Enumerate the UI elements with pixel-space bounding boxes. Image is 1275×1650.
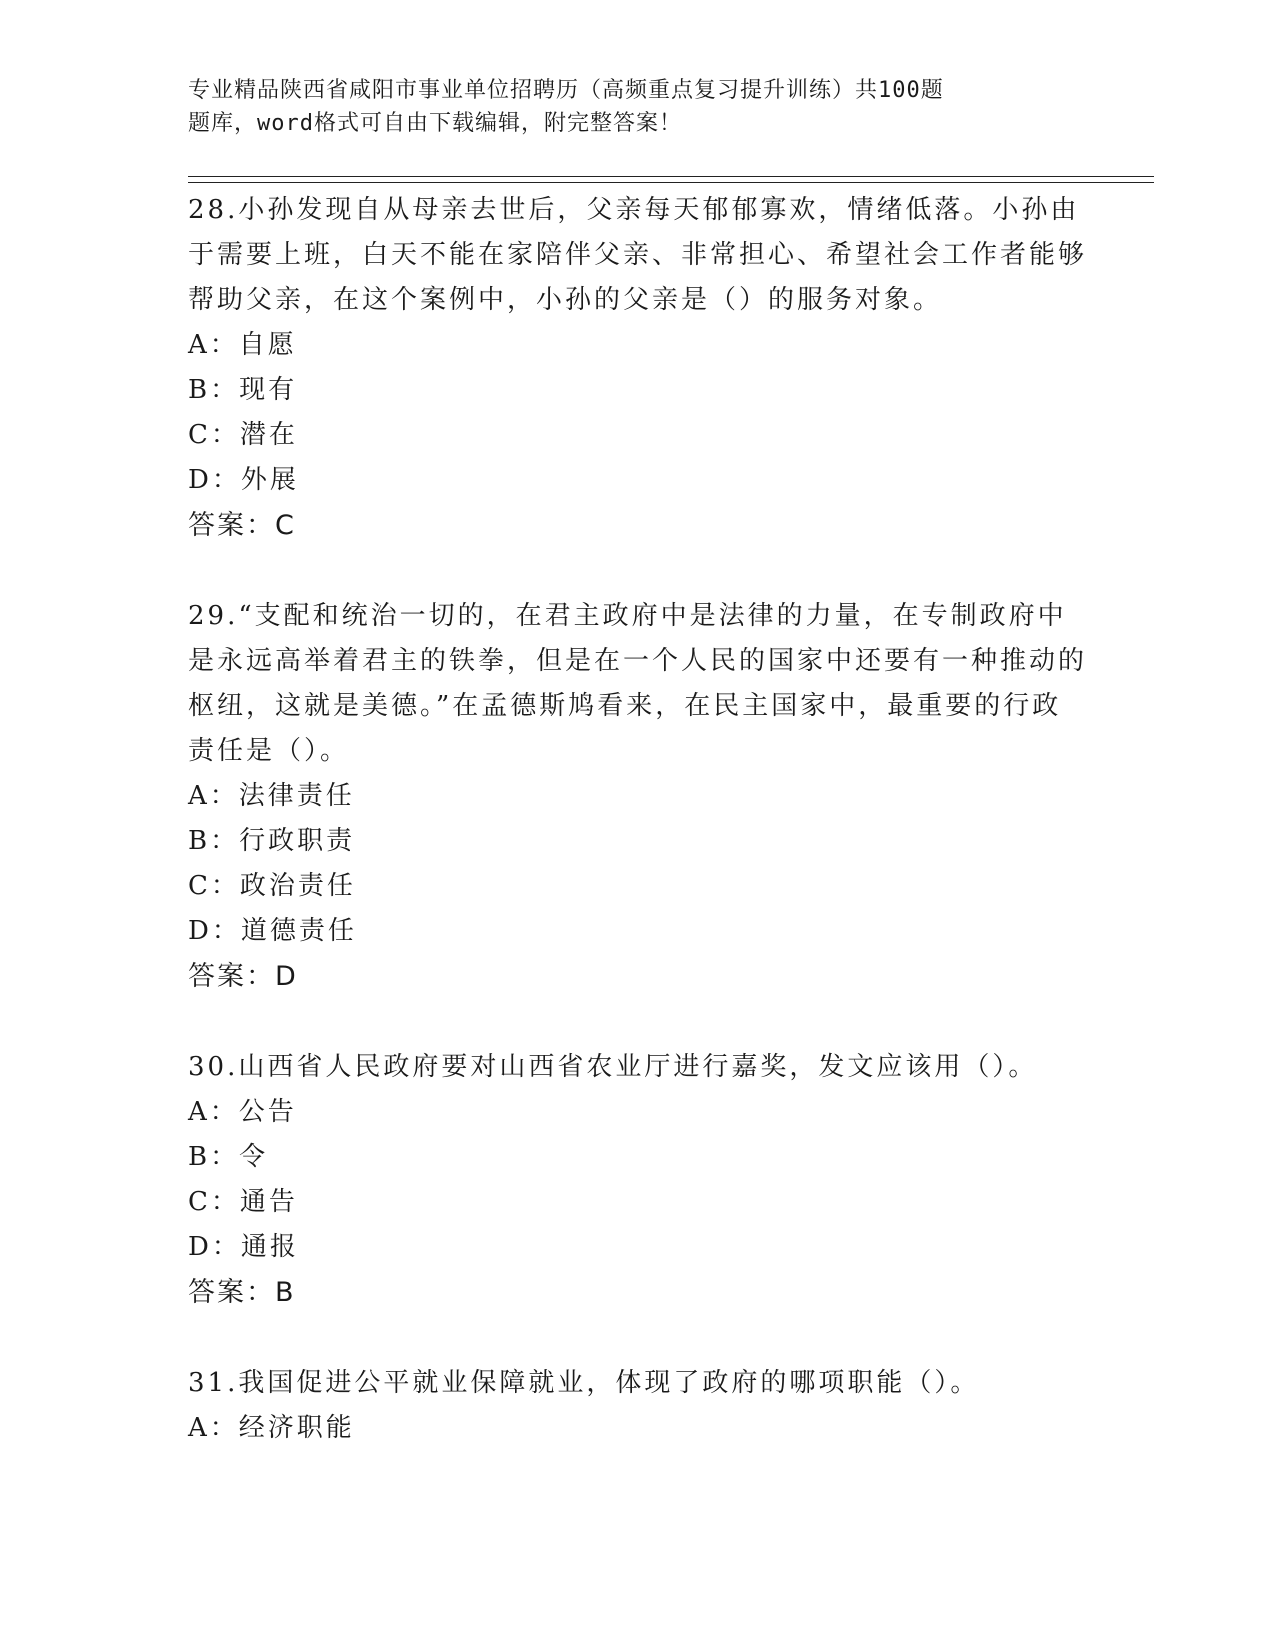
answer: 答案：C xyxy=(188,510,296,541)
header-line-1: 专业精品陕西省咸阳市事业单位招聘历（高频重点复习提升训练）共100题 xyxy=(188,78,944,103)
option-d: D：通报 xyxy=(188,1232,299,1262)
document-header xyxy=(188,74,1088,140)
option-b: B：令 xyxy=(188,1142,269,1172)
question-stem: 30.山西省人民政府要对山西省农业厅进行嘉奖，发文应该用（）。 xyxy=(188,1052,1038,1082)
option-b: B：行政职责 xyxy=(188,826,356,856)
option-d: D：道德责任 xyxy=(188,916,357,946)
option-c: C：通告 xyxy=(188,1187,298,1217)
question-30 xyxy=(188,1045,1088,1315)
option-d: D：外展 xyxy=(188,465,299,495)
question-29 xyxy=(188,594,1088,999)
question-stem: 31.我国促进公平就业保障就业，体现了政府的哪项职能（）。 xyxy=(188,1368,980,1398)
option-a: A：自愿 xyxy=(188,330,297,360)
option-c: C：潜在 xyxy=(188,420,298,450)
header-divider-top xyxy=(188,176,1154,177)
option-b: B：现有 xyxy=(188,375,298,405)
question-stem: 29.“支配和统治一切的，在君主政府中是法律的力量，在专制政府中是永远高举着君主的铁拳，但是在一个人民的国家中还要有一种推动的枢纽，这就是美德。”在孟德斯鸠看来，在民主国家中，最重要的行政责任是（）。 xyxy=(188,601,1088,766)
question-28 xyxy=(188,188,1088,548)
question-stem: 28.小孙发现自从母亲去世后，父亲每天郁郁寡欢，情绪低落。小孙由于需要上班，白天不能在家陪伴父亲、非常担心、希望社会工作者能够帮助父亲，在这个案例中，小孙的父亲是（）的服务对象。 xyxy=(188,195,1088,315)
header-divider-bottom xyxy=(188,182,1154,183)
answer: 答案：B xyxy=(188,1277,296,1308)
answer: 答案：D xyxy=(188,961,298,992)
option-a: A：公告 xyxy=(188,1097,297,1127)
header-line-2: 题库，word格式可自由下载编辑，附完整答案！ xyxy=(188,111,682,136)
option-a: A：经济职能 xyxy=(188,1413,355,1443)
option-c: C：政治责任 xyxy=(188,871,356,901)
question-list xyxy=(188,188,1088,1497)
question-31 xyxy=(188,1361,1088,1451)
option-a: A：法律责任 xyxy=(188,781,355,811)
